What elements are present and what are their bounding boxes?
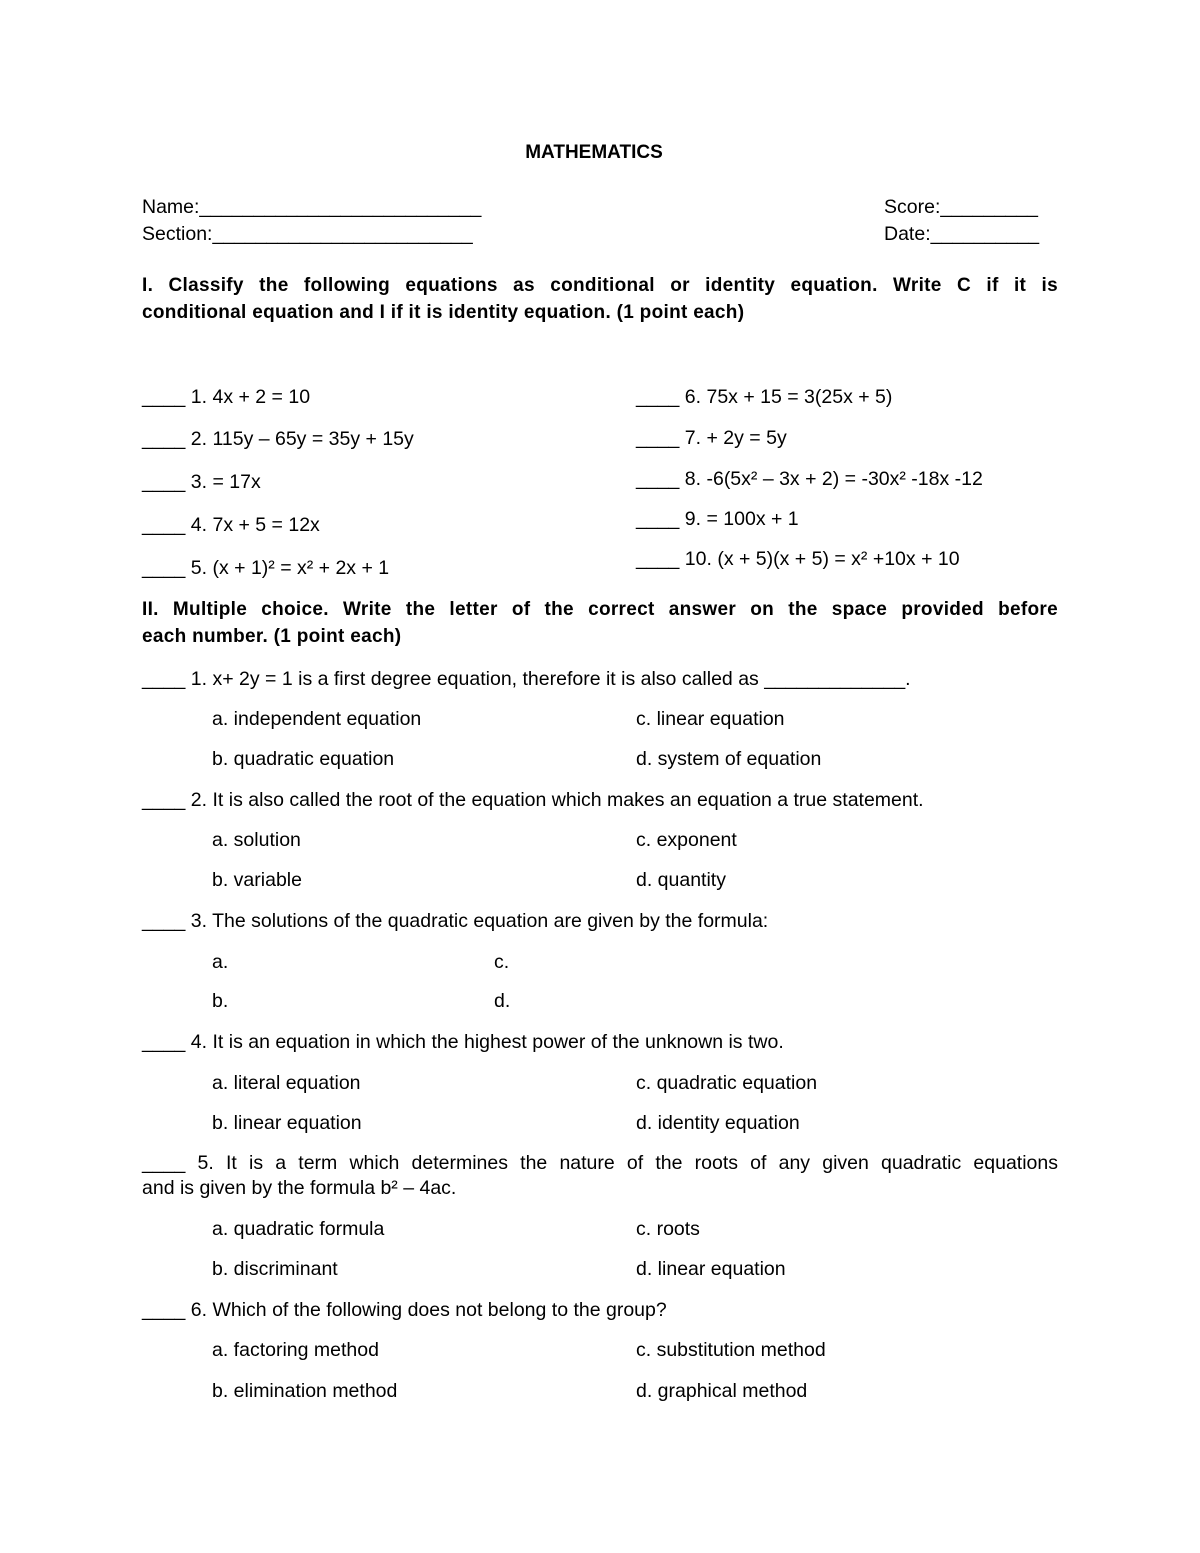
q4-option-a: a. literal equation: [212, 1072, 361, 1094]
part1-item-6: ____ 6. 75x + 15 = 3(25x + 5): [636, 386, 893, 408]
part1-item-9: ____ 9. = 100x + 1: [636, 508, 799, 530]
score-field: Score:_________: [884, 196, 1038, 218]
q2-option-b: b. variable: [212, 869, 302, 891]
q6-option-a: a. factoring method: [212, 1339, 379, 1361]
part1-instruction-line2: conditional equation and I if it is identity equation. (1 point each): [142, 302, 745, 323]
part1-item-3: ____ 3. = 17x: [142, 471, 261, 493]
name-field: Name:__________________________: [142, 196, 482, 218]
q3-option-a: a.: [212, 951, 229, 973]
part1-item-8: ____ 8. -6(5x² – 3x + 2) = -30x² -18x -12: [636, 468, 983, 490]
section-field: Section:________________________: [142, 223, 473, 245]
q5-option-d: d. linear equation: [636, 1258, 786, 1280]
q1-option-b: b. quadratic equation: [212, 748, 395, 770]
q1-option-c: c. linear equation: [636, 708, 785, 730]
q1-option-a: a. independent equation: [212, 708, 422, 730]
q4-stem: ____ 4. It is an equation in which the highest power of the unknown is two.: [142, 1031, 784, 1053]
q3-stem: ____ 3. The solutions of the quadratic equation are given by the formula:: [142, 910, 769, 932]
q6-option-c: c. substitution method: [636, 1339, 826, 1361]
q2-option-a: a. solution: [212, 829, 301, 851]
q5-option-b: b. discriminant: [212, 1258, 338, 1280]
q3-option-d: d.: [494, 990, 511, 1012]
part1-item-4: ____ 4. 7x + 5 = 12x: [142, 514, 320, 536]
part1-instruction: [142, 272, 1058, 326]
page-title: MATHEMATICS: [525, 142, 663, 163]
q2-option-c: c. exponent: [636, 829, 737, 851]
q4-option-c: c. quadratic equation: [636, 1072, 818, 1094]
q5-stem-line1: ____ 5. It is a term which determines the nature of the roots of any given quadratic equations: [142, 1152, 1058, 1174]
date-field: Date:__________: [884, 223, 1040, 245]
q1-option-d: d. system of equation: [636, 748, 822, 770]
q6-option-d: d. graphical method: [636, 1380, 808, 1402]
q3-option-b: b.: [212, 990, 229, 1012]
q5-stem-line2: and is given by the formula b² – 4ac.: [142, 1177, 457, 1199]
q2-stem: ____ 2. It is also called the root of the equation which makes an equation a true statement.: [142, 789, 924, 811]
part1-item-2: ____ 2. 115y – 65y = 35y + 15y: [142, 428, 414, 450]
q5-option-a: a. quadratic formula: [212, 1218, 385, 1240]
q6-stem: ____ 6. Which of the following does not belong to the group?: [142, 1299, 667, 1321]
part1-item-7: ____ 7. + 2y = 5y: [636, 427, 787, 449]
q4-option-b: b. linear equation: [212, 1112, 362, 1134]
q3-option-c: c.: [494, 951, 510, 973]
part2-instruction-line2: each number. (1 point each): [142, 626, 402, 647]
part2-instruction: [142, 596, 1058, 650]
q4-option-d: d. identity equation: [636, 1112, 800, 1134]
part2-instruction-line1: II. Multiple choice. Write the letter of the correct answer on the space provided before: [142, 599, 1058, 620]
part1-instruction-line1: I. Classify the following equations as conditional or identity equation. Write C if it is: [142, 275, 1058, 296]
q1-stem: ____ 1. x+ 2y = 1 is a first degree equation, therefore it is also called as _____________.: [142, 668, 911, 690]
q2-option-d: d. quantity: [636, 869, 726, 891]
part1-item-1: ____ 1. 4x + 2 = 10: [142, 386, 311, 408]
part1-item-5: ____ 5. (x + 1)² = x² + 2x + 1: [142, 557, 390, 579]
q5-option-c: c. roots: [636, 1218, 700, 1240]
q6-option-b: b. elimination method: [212, 1380, 398, 1402]
q5-stem: [142, 1151, 1058, 1201]
part1-item-10: ____ 10. (x + 5)(x + 5) = x² +10x + 10: [636, 548, 960, 570]
